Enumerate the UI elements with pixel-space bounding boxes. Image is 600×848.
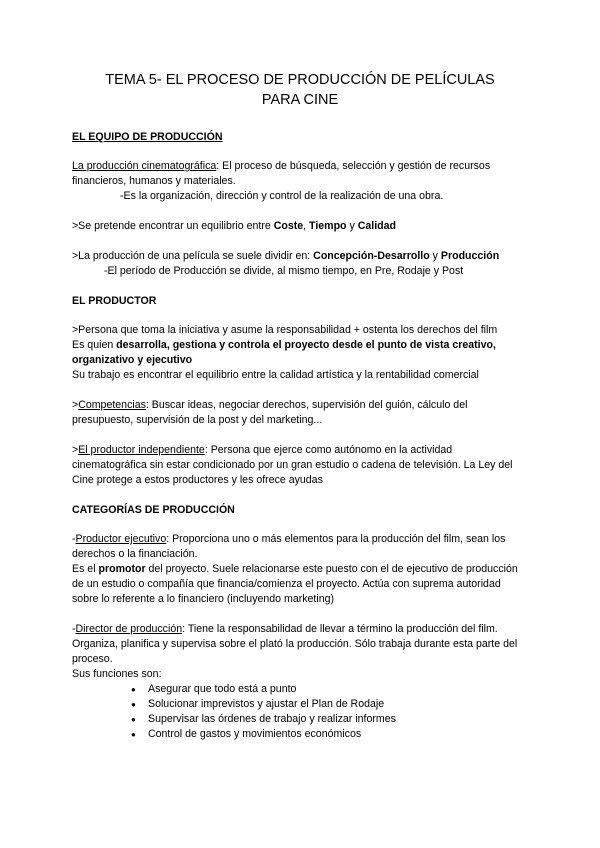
ejecutivo-term: Productor ejecutivo (75, 533, 167, 545)
definition-paragraph (72, 159, 528, 189)
functions-list (72, 682, 528, 742)
section-heading-equipo: EL EQUIPO DE PRODUCCIÓN (72, 131, 223, 143)
section-heading-categorias: CATEGORÍAS DE PRODUCCIÓN (72, 504, 235, 516)
page-title (72, 70, 528, 110)
list-item: ● Control de gastos y movimientos económicos (131, 727, 528, 742)
director-paragraph: -Director de producción: Tiene la responsabilidad de llevar a término la producción del film. Organiza, planifica y supervisa sobre el plató la producción. Sólo trabaja durante esta parte del proceso. (72, 623, 518, 665)
productor-line-2: Es quien desarrolla, gestiona y controla el proyecto desde el punto de vista creativo, organizativo y ejecutivo (72, 339, 496, 366)
title-line-1: TEMA 5- EL PROCESO DE PRODUCCIÓN DE PELÍCULAS (105, 72, 495, 88)
list-item: ● Solucionar imprevistos y ajustar el Plan de Rodaje (131, 697, 528, 712)
list-item: ● Supervisar las órdenes de trabajo y realizar informes (131, 712, 528, 727)
list-item: ● Asegurar que todo está a punto (131, 682, 528, 697)
productor-line-1: >Persona que toma la iniciativa y asume la responsabilidad + ostenta los derechos del film (72, 324, 498, 336)
definition-sub: -Es la organización, dirección y control de la realización de una obra. (120, 190, 444, 202)
ejecutivo-paragraph-2: Es el promotor del proyecto. Suele relacionarse este puesto con el de ejecutivo de producción de un estudio o compañía que financia/comienza el proyecto. Actúa con suprema autoridad sobre lo referente a lo financiero (incluyendo marketing) (72, 563, 518, 605)
definition-text: : El proceso de búsqueda, selección y gestión de recursos financieros, humanos y materiales. (72, 160, 491, 187)
director-term: Director de producción (75, 623, 183, 635)
ejecutivo-paragraph: -Productor ejecutivo: Proporciona uno o más elementos para la producción del film, sean los derechos o la financiación. (72, 533, 506, 560)
definition-term: La producción cinematográfica (72, 160, 217, 172)
independiente-term: El productor independiente (78, 444, 205, 456)
competencias-paragraph: >Competencias: Buscar ideas, negociar derechos, supervisión del guión, cálculo del presupuesto, supervisión de la post y del marketing... (72, 399, 468, 426)
section-heading-productor: EL PRODUCTOR (72, 295, 157, 307)
balance-paragraph: >Se pretende encontrar un equilibrio entre Coste, Tiempo y Calidad (72, 220, 396, 232)
functions-label: Sus funciones son: (72, 668, 162, 680)
division-paragraph: >La producción de una película se suele dividir en: Concepción-Desarrollo y Producción (72, 250, 500, 262)
competencias-term: Competencias (78, 399, 146, 411)
productor-line-3: Su trabajo es encontrar el equilibrio entre la calidad artística y la rentabilidad comercial (72, 369, 479, 381)
independiente-paragraph: >El productor independiente: Persona que ejerce como autónomo en la actividad cinematográfica sin estar condicionado por un gran estudio o cadena de televisión. La Ley del Cine protege a estos productores y les ofrece ayudas (72, 444, 513, 486)
division-sub: -El período de Producción se divide, al mismo tiempo, en Pre, Rodaje y Post (104, 265, 464, 277)
title-line-2: PARA CINE (261, 92, 339, 108)
